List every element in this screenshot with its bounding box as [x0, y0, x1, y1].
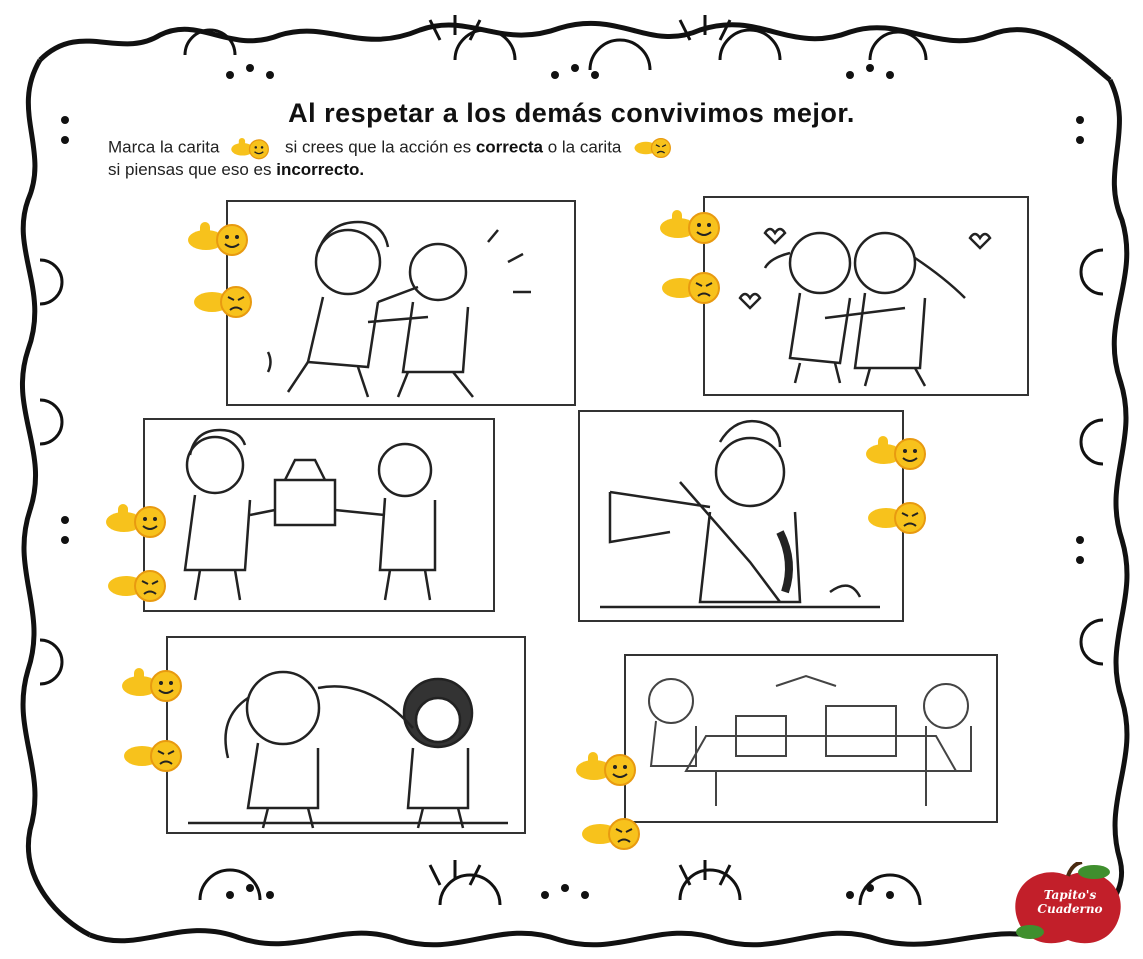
thumbs-up-smiley-icon	[658, 206, 728, 246]
scene-hug-image	[703, 196, 1029, 396]
scene-sharing-gift-image	[143, 418, 495, 612]
scene-fight-incorrect-face[interactable]	[190, 282, 260, 322]
badge-line-2: Cuaderno	[1037, 902, 1103, 916]
thumbs-down-angry-icon	[578, 814, 648, 854]
instruction-text: si piensas que eso es	[108, 160, 272, 179]
worksheet-title: Al respetar a los demás convivimos mejor.	[288, 98, 855, 128]
scene-drawing-table-incorrect-face[interactable]	[578, 814, 648, 854]
instruction-line-2	[108, 160, 364, 180]
scene-sharing-gift-incorrect-face[interactable]	[104, 566, 174, 606]
thumbs-down-angry-icon	[104, 566, 174, 606]
instruction-text: si crees que la acción es	[284, 137, 472, 157]
scene-hug-incorrect-face[interactable]	[658, 268, 728, 308]
thumbs-down-angry-icon	[632, 134, 676, 162]
instruction-text: Marca la carita	[108, 137, 220, 157]
thumbs-up-smiley-icon	[104, 500, 174, 540]
thumbs-up-smiley-icon	[574, 748, 644, 788]
thumbs-up-smiley-icon	[864, 432, 934, 472]
thumbs-up-smiley-icon	[186, 218, 256, 258]
apple-logo-text	[1020, 888, 1120, 916]
instruction-text: o la carita	[547, 137, 622, 157]
thumbs-down-angry-icon	[864, 498, 934, 538]
thumbs-up-smiley-icon	[120, 664, 190, 704]
scene-hug-correct-face[interactable]	[658, 206, 728, 246]
scene-hair-pulling-correct-face[interactable]	[120, 664, 190, 704]
scene-fight-correct-face[interactable]	[186, 218, 256, 258]
scene-hair-pulling-incorrect-face[interactable]	[120, 736, 190, 776]
scene-drawing-table-correct-face[interactable]	[574, 748, 644, 788]
thumbs-up-smiley-icon	[230, 134, 274, 162]
scene-fight-image	[226, 200, 576, 406]
thumbs-down-angry-icon	[658, 268, 728, 308]
instruction-incorrect: incorrecto.	[276, 160, 365, 179]
scene-hair-pulling-image	[166, 636, 526, 834]
scene-ruined-scroll-correct-face[interactable]	[864, 432, 934, 472]
scene-drawing-table-image	[624, 654, 998, 823]
scene-sharing-gift-correct-face[interactable]	[104, 500, 174, 540]
instruction-line-1	[108, 134, 682, 162]
badge-line-1: Tapito's	[1043, 888, 1097, 902]
thumbs-down-angry-icon	[190, 282, 260, 322]
scene-ruined-scroll-image	[578, 410, 904, 622]
instruction-correct: correcta	[475, 137, 543, 157]
scene-ruined-scroll-incorrect-face[interactable]	[864, 498, 934, 538]
thumbs-down-angry-icon	[120, 736, 190, 776]
